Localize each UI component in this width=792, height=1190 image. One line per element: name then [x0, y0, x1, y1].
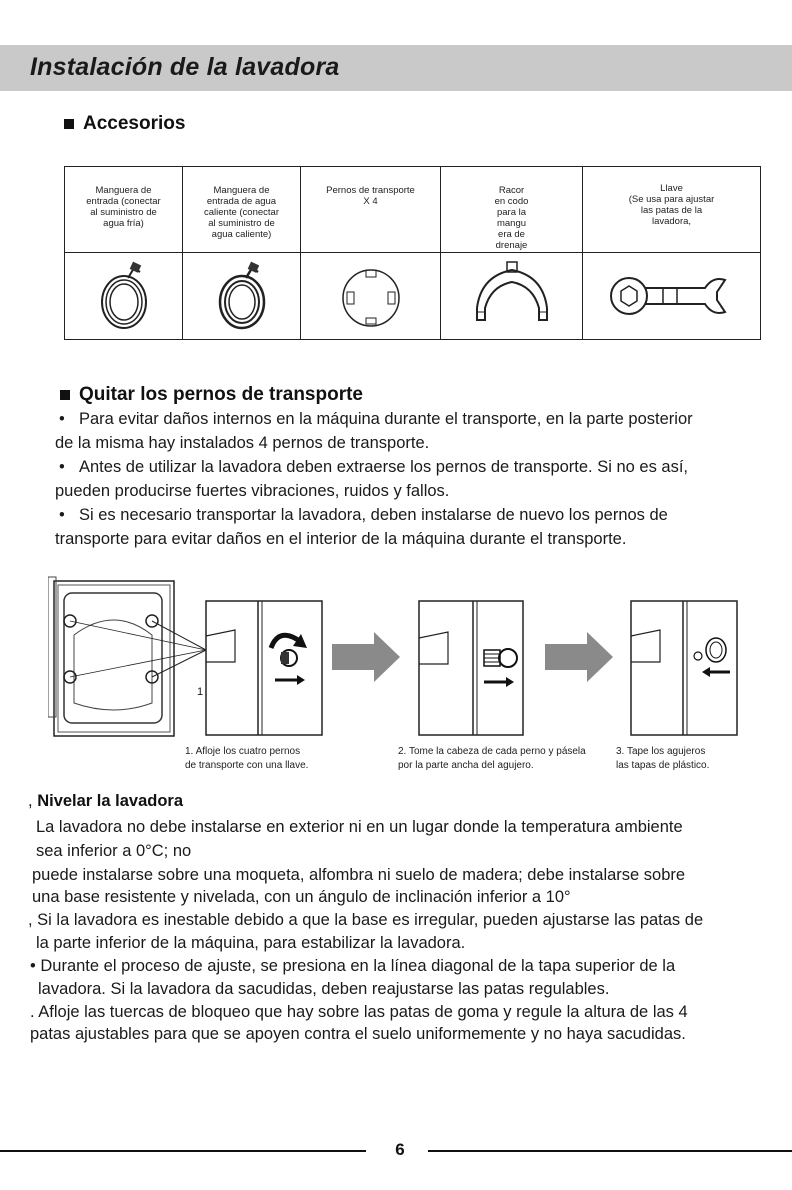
leveling-line: patas ajustables para que se apoyen contra el suelo uniformemente y no haya sacudidas.: [30, 1025, 686, 1043]
wrench-icon: [607, 266, 737, 326]
accessory-label: Racor en codo para la mangu era de drenaje: [494, 185, 529, 251]
accessories-image-row: [65, 253, 761, 340]
square-bullet-icon: [64, 119, 74, 129]
figure-mark: 1: [197, 686, 204, 698]
leveling-line: La lavadora no debe instalarse en exterior ni en un lugar donde la temperatura ambiente: [36, 818, 683, 836]
page-title: Instalación de la lavadora: [30, 53, 340, 81]
washer-back-illustration: [48, 575, 208, 740]
leveling-line: sea inferior a 0°C; no: [36, 842, 192, 860]
accessory-cell: [65, 167, 183, 253]
elbow-bracket-icon: [467, 258, 557, 334]
bullet-dot: •: [59, 506, 65, 524]
cold-hose-icon: [94, 260, 154, 332]
leveling-line: puede instalarse sobre una moqueta, alfombra ni suelo de madera; debe instalarse sobre: [32, 866, 686, 884]
transport-heading-text: Quitar los pernos de transporte: [79, 384, 363, 405]
transport-paragraph: [55, 408, 760, 455]
step1-panel: [205, 600, 325, 736]
paragraph-line: pueden producirse fuertes vibraciones, ruidos y fallos.: [55, 481, 450, 500]
accessory-image-cell: [441, 253, 583, 340]
page-number: 6: [395, 1140, 405, 1159]
hot-hose-icon: [212, 260, 272, 332]
paragraph-line: transporte para evitar daños en el interior de la máquina durante el transporte.: [55, 529, 627, 548]
step-caption-1: 1. Afloje los cuatro pernos de transporte con una llave.: [185, 746, 309, 771]
accessories-label-row: [65, 167, 761, 253]
step2-panel: [418, 600, 524, 736]
leveling-heading-text: Nivelar la lavadora: [37, 792, 184, 810]
accessories-heading-text: Accesorios: [83, 113, 186, 134]
accessory-label: Manguera de entrada de agua caliente (conectar al suministro de agua caliente): [204, 185, 279, 240]
accessory-label: Llave (Se usa para ajustar las patas de la lavadora,: [628, 183, 715, 227]
transport-paragraph: [55, 504, 760, 551]
accessory-image-cell: [183, 253, 301, 340]
leveling-line: la parte inferior de la máquina, para estabilizar la lavadora.: [36, 934, 466, 952]
leveling-line: lavadora. Si la lavadora da sacudidas, deben reajustarse las patas regulables.: [38, 980, 610, 998]
paragraph-line: Si es necesario transportar la lavadora, deben instalarse de nuevo los pernos de: [79, 506, 668, 524]
leveling-line: , Si la lavadora es inestable debido a que la base es irregular, pueden ajustarse las patas de: [28, 911, 704, 929]
transport-cover-icon: [339, 260, 403, 332]
accessories-table: [64, 166, 761, 340]
footer-rule-right: [428, 1150, 792, 1152]
footer-rule-left: [0, 1150, 366, 1152]
accessory-image-cell: [583, 253, 761, 340]
accessory-cell: [583, 167, 761, 253]
paragraph-line: Para evitar daños internos en la máquina durante el transporte, en la parte posterior: [79, 410, 693, 428]
bullet-dot: •: [59, 410, 65, 428]
leveling-line: • Durante el proceso de ajuste, se presiona en la línea diagonal de la tapa superior de la: [30, 957, 676, 975]
step-caption-3: 3. Tape los agujeros las tapas de plástico.: [616, 746, 710, 771]
accessory-image-cell: [301, 253, 441, 340]
leveling-line: una base resistente y nivelada, con un ángulo de inclinación inferior a 10°: [32, 888, 571, 906]
transport-paragraph: [55, 456, 760, 503]
square-bullet-icon: [60, 390, 70, 400]
accessory-cell: [183, 167, 301, 253]
bullet-dot: •: [59, 458, 65, 476]
accessory-label: Manguera de entrada (conectar al suministro de agua fría): [86, 185, 161, 229]
accessories-heading: [64, 113, 185, 135]
arrow-right-icon: [545, 632, 613, 682]
accessory-cell: [441, 167, 583, 253]
paragraph-line: Antes de utilizar la lavadora deben extraerse los pernos de transporte. Si no es así,: [79, 458, 689, 476]
accessory-image-cell: [65, 253, 183, 340]
paragraph-line: de la misma hay instalados 4 pernos de transporte.: [55, 433, 430, 452]
arrow-right-icon: [332, 632, 400, 682]
accessory-cell: [301, 167, 441, 253]
step-caption-2: 2. Tome la cabeza de cada perno y pásela por la parte ancha del agujero.: [398, 746, 586, 771]
leveling-heading: [28, 792, 183, 811]
leveling-heading-prefix: ,: [28, 792, 33, 810]
leveling-line: . Afloje las tuercas de bloqueo que hay sobre las patas de goma y regule la altura de las 4: [30, 1003, 688, 1021]
step3-panel: [630, 600, 738, 736]
accessory-label: Pernos de transporte X 4: [326, 185, 415, 207]
transport-heading: [60, 384, 363, 406]
header-bar: [0, 45, 792, 91]
